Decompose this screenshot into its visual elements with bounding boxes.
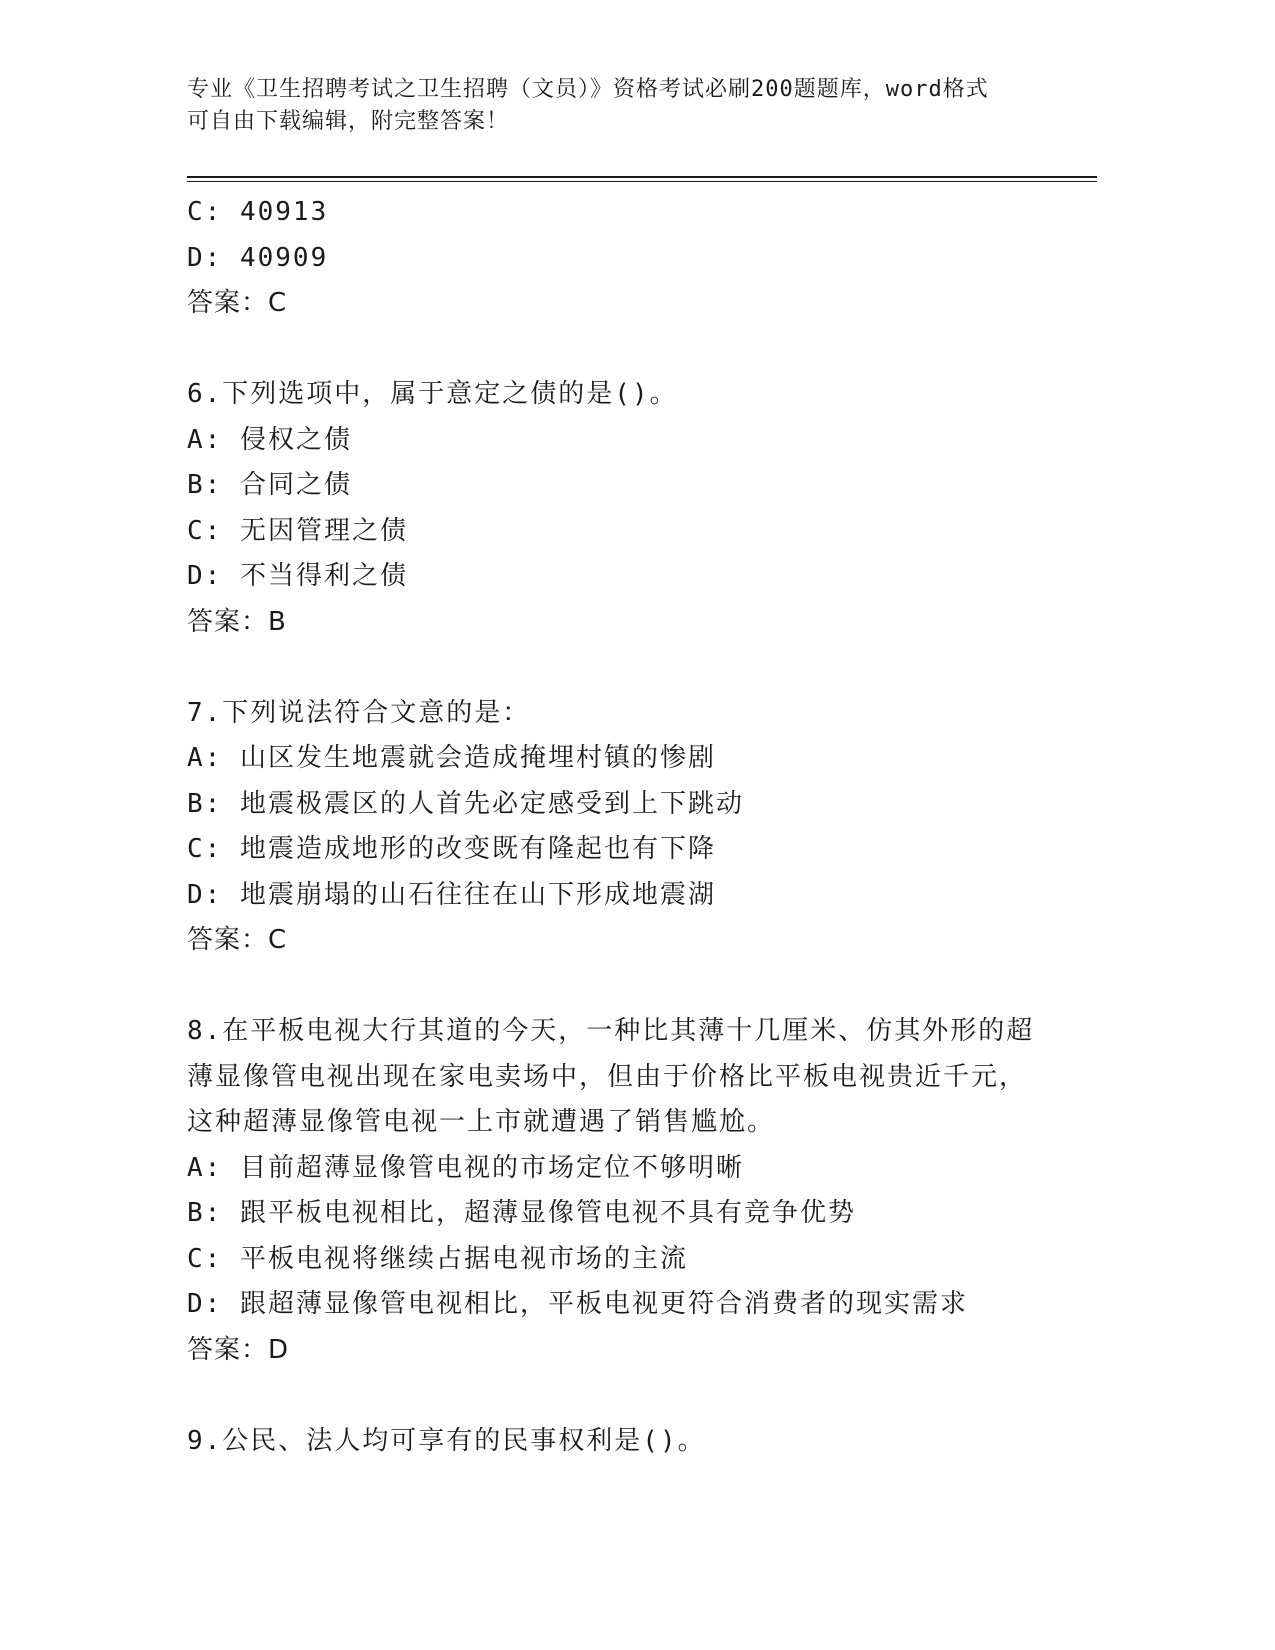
question-text: 9.公民、法人均可享有的民事权利是()。 [187, 1425, 706, 1456]
option-a: A: 目前超薄显像管电视的市场定位不够明晰 [187, 1152, 744, 1183]
answer: 答案：D [187, 1334, 290, 1365]
header-line-2: 可自由下载编辑，附完整答案！ [187, 109, 510, 134]
option-b: B: 合同之债 [187, 470, 352, 500]
question-text-line-1: 8.在平板电视大行其道的今天，一种比其薄十几厘米、仿其外形的超 [187, 1016, 1035, 1046]
option-c: C: 平板电视将继续占据电视市场的主流 [187, 1243, 688, 1274]
option-a: A: 山区发生地震就会造成掩埋村镇的惨剧 [187, 743, 716, 773]
question-8 [187, 1009, 1087, 1373]
answer: 答案：C [187, 925, 288, 955]
question-text-line-2: 薄显像管电视出现在家电卖场中，但由于价格比平板电视贵近千元， [187, 1061, 1028, 1092]
answer: 答案：C [187, 288, 288, 318]
option-d: D: 40909 [187, 242, 329, 273]
question-list [187, 190, 1087, 1464]
question-9 [187, 1419, 1087, 1465]
option-b: B: 跟平板电视相比，超薄显像管电视不具有竞争优势 [187, 1198, 856, 1228]
spacer [187, 327, 1087, 373]
header-divider-thick [187, 176, 1097, 178]
question-text-line-3: 这种超薄显像管电视一上市就遭遇了销售尴尬。 [187, 1107, 776, 1137]
question-5-tail [187, 190, 1087, 327]
option-b: B: 地震极震区的人首先必定感受到上下跳动 [187, 788, 744, 819]
question-text: 6.下列选项中，属于意定之债的是()。 [187, 379, 678, 409]
question-6 [187, 372, 1087, 645]
option-d: D: 不当得利之债 [187, 561, 408, 591]
question-text: 7.下列说法符合文意的是： [187, 697, 531, 728]
answer: 答案：B [187, 606, 287, 637]
option-c: C: 无因管理之债 [187, 515, 408, 546]
option-d: D: 地震崩塌的山石往往在山下形成地震湖 [187, 879, 716, 910]
option-c: C: 40913 [187, 197, 329, 227]
spacer [187, 1373, 1087, 1419]
option-d: D: 跟超薄显像管电视相比，平板电视更符合消费者的现实需求 [187, 1289, 968, 1319]
spacer [187, 964, 1087, 1010]
option-a: A: 侵权之债 [187, 424, 352, 455]
document-header [187, 74, 1087, 138]
spacer [187, 645, 1087, 691]
option-c: C: 地震造成地形的改变既有隆起也有下降 [187, 834, 716, 864]
header-line-1: 专业《卫生招聘考试之卫生招聘（文员）》资格考试必刷200题题库，word格式 [187, 77, 989, 102]
question-7 [187, 691, 1087, 964]
header-divider-thin [187, 181, 1097, 182]
